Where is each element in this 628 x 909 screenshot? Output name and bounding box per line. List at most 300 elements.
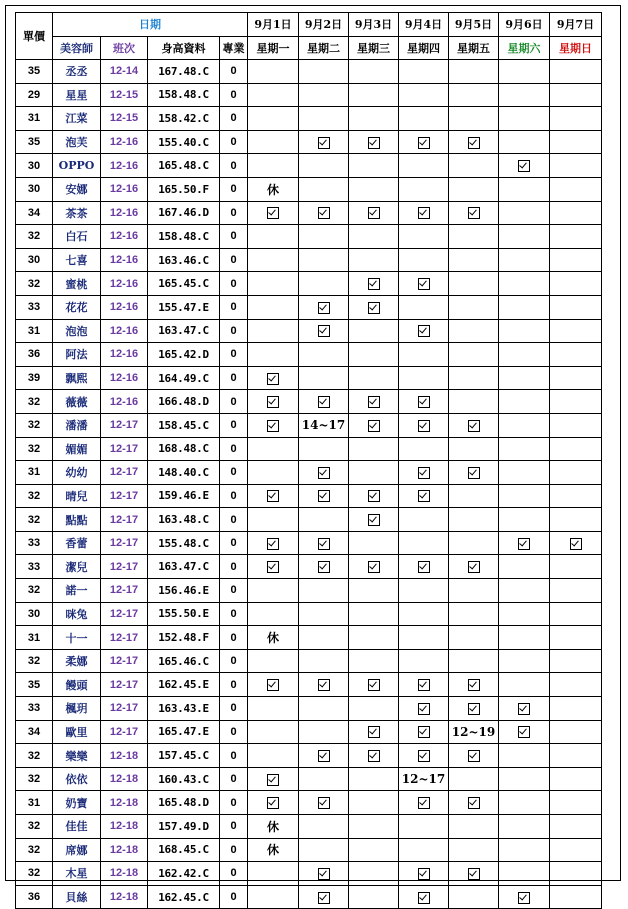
day-cell xyxy=(499,626,550,650)
stylist-name-cell: 潔兒 xyxy=(53,555,101,579)
day-cell xyxy=(499,602,550,626)
day-cell xyxy=(349,248,399,272)
day-cell xyxy=(299,484,349,508)
price-cell: 35 xyxy=(16,130,53,154)
price-cell: 32 xyxy=(16,484,53,508)
price-cell: 34 xyxy=(16,201,53,225)
table-row xyxy=(16,508,602,532)
price-cell: 31 xyxy=(16,791,53,815)
table-row xyxy=(16,579,602,603)
day-cell xyxy=(550,744,602,768)
day-cell xyxy=(399,555,449,579)
price-cell: 33 xyxy=(16,531,53,555)
table-row xyxy=(16,177,602,201)
day-cell xyxy=(299,791,349,815)
day-cell xyxy=(299,815,349,839)
day-cell xyxy=(248,744,299,768)
checkbox-checked-icon xyxy=(318,561,330,573)
price-cell: 29 xyxy=(16,83,53,107)
table-row xyxy=(16,343,602,367)
day-note: 12~19 xyxy=(451,724,496,739)
day-cell xyxy=(449,602,499,626)
specialty-cell: 0 xyxy=(220,815,248,839)
day-cell xyxy=(449,225,499,249)
class-cell: 12-16 xyxy=(101,177,148,201)
class-cell: 12-16 xyxy=(101,319,148,343)
specialty-cell: 0 xyxy=(220,295,248,319)
class-cell: 12-18 xyxy=(101,767,148,791)
height-cell: 165.50.F xyxy=(148,177,220,201)
day-cell xyxy=(248,626,299,650)
day-cell xyxy=(248,343,299,367)
day-cell xyxy=(299,130,349,154)
day-cell xyxy=(248,130,299,154)
day-cell xyxy=(349,744,399,768)
price-cell: 31 xyxy=(16,319,53,343)
day-cell xyxy=(499,697,550,721)
price-cell: 30 xyxy=(16,602,53,626)
day-cell xyxy=(299,366,349,390)
day-cell xyxy=(299,697,349,721)
day-cell xyxy=(550,815,602,839)
checkbox-checked-icon xyxy=(368,750,380,762)
day-cell xyxy=(499,579,550,603)
day-cell xyxy=(399,602,449,626)
day-cell xyxy=(550,555,602,579)
price-cell: 36 xyxy=(16,343,53,367)
day-cell xyxy=(449,791,499,815)
price-cell: 35 xyxy=(16,673,53,697)
table-row xyxy=(16,201,602,225)
stylist-name-cell: 咪兔 xyxy=(53,602,101,626)
day-cell xyxy=(248,862,299,886)
day-cell xyxy=(399,649,449,673)
day-cell xyxy=(299,579,349,603)
checkbox-checked-icon xyxy=(368,207,380,219)
day-cell xyxy=(499,508,550,532)
day-cell xyxy=(299,343,349,367)
checkbox-checked-icon xyxy=(368,278,380,290)
table-row xyxy=(16,60,602,84)
header-weekday: 星期四 xyxy=(399,36,449,60)
height-cell: 162.42.C xyxy=(148,862,220,886)
day-cell xyxy=(349,413,399,437)
day-cell xyxy=(449,201,499,225)
header-weekday-sunday: 星期日 xyxy=(550,36,602,60)
day-cell xyxy=(299,177,349,201)
stylist-name-cell: 佳佳 xyxy=(53,815,101,839)
table-row xyxy=(16,862,602,886)
day-cell xyxy=(499,720,550,744)
day-cell xyxy=(248,107,299,131)
height-cell: 155.40.C xyxy=(148,130,220,154)
price-cell: 35 xyxy=(16,60,53,84)
table-row xyxy=(16,295,602,319)
schedule-body xyxy=(16,60,602,909)
table-row xyxy=(16,649,602,673)
day-cell xyxy=(550,83,602,107)
day-cell xyxy=(349,461,399,485)
height-cell: 165.45.C xyxy=(148,272,220,296)
checkbox-checked-icon xyxy=(418,679,430,691)
table-row xyxy=(16,248,602,272)
day-cell xyxy=(349,295,399,319)
day-cell xyxy=(550,201,602,225)
specialty-cell: 0 xyxy=(220,60,248,84)
day-cell xyxy=(299,413,349,437)
checkbox-checked-icon xyxy=(368,561,380,573)
height-cell: 165.48.D xyxy=(148,791,220,815)
day-cell xyxy=(499,649,550,673)
height-cell: 168.48.C xyxy=(148,437,220,461)
table-row xyxy=(16,744,602,768)
day-cell xyxy=(449,720,499,744)
table-row xyxy=(16,626,602,650)
day-cell xyxy=(248,531,299,555)
table-row xyxy=(16,815,602,839)
day-cell xyxy=(299,626,349,650)
checkbox-checked-icon xyxy=(418,726,430,738)
checkbox-checked-icon xyxy=(267,490,279,502)
day-cell xyxy=(399,862,449,886)
day-cell xyxy=(499,272,550,296)
price-cell: 32 xyxy=(16,272,53,296)
table-row xyxy=(16,602,602,626)
checkbox-checked-icon xyxy=(267,396,279,408)
checkbox-checked-icon xyxy=(418,490,430,502)
stylist-name-cell: 阿法 xyxy=(53,343,101,367)
specialty-cell: 0 xyxy=(220,885,248,909)
day-cell xyxy=(399,60,449,84)
day-cell xyxy=(399,484,449,508)
price-cell: 39 xyxy=(16,366,53,390)
checkbox-checked-icon xyxy=(418,396,430,408)
height-cell: 155.50.E xyxy=(148,602,220,626)
day-cell xyxy=(449,531,499,555)
stylist-name-cell: 十一 xyxy=(53,626,101,650)
day-cell xyxy=(299,508,349,532)
day-cell xyxy=(248,60,299,84)
price-cell: 32 xyxy=(16,437,53,461)
day-cell xyxy=(550,107,602,131)
checkbox-checked-icon xyxy=(518,726,530,738)
day-cell xyxy=(248,579,299,603)
checkbox-checked-icon xyxy=(318,892,330,904)
checkbox-checked-icon xyxy=(418,561,430,573)
day-cell xyxy=(299,248,349,272)
header-day-date: 9月3日 xyxy=(349,13,399,37)
height-cell: 152.48.F xyxy=(148,626,220,650)
day-cell xyxy=(349,319,399,343)
table-row xyxy=(16,885,602,909)
day-cell xyxy=(349,366,399,390)
header-height: 身高資料 xyxy=(148,36,220,60)
specialty-cell: 0 xyxy=(220,83,248,107)
class-cell: 12-18 xyxy=(101,791,148,815)
day-cell xyxy=(399,461,449,485)
day-cell xyxy=(299,107,349,131)
table-row xyxy=(16,390,602,414)
specialty-cell: 0 xyxy=(220,390,248,414)
day-cell xyxy=(499,201,550,225)
checkbox-checked-icon xyxy=(418,278,430,290)
header-day-date: 9月5日 xyxy=(449,13,499,37)
day-cell xyxy=(550,366,602,390)
day-cell xyxy=(499,60,550,84)
day-cell xyxy=(399,531,449,555)
table-row xyxy=(16,319,602,343)
checkbox-checked-icon xyxy=(318,325,330,337)
day-cell xyxy=(399,885,449,909)
day-cell xyxy=(248,602,299,626)
day-cell xyxy=(349,225,399,249)
day-cell xyxy=(349,107,399,131)
day-cell xyxy=(550,579,602,603)
checkbox-checked-icon xyxy=(418,750,430,762)
checkbox-checked-icon xyxy=(318,868,330,880)
day-cell xyxy=(499,413,550,437)
checkbox-checked-icon xyxy=(368,679,380,691)
day-cell xyxy=(248,366,299,390)
day-cell xyxy=(449,366,499,390)
day-cell xyxy=(349,720,399,744)
day-cell xyxy=(399,177,449,201)
class-cell: 12-16 xyxy=(101,130,148,154)
day-cell xyxy=(349,838,399,862)
price-cell: 31 xyxy=(16,626,53,650)
table-row xyxy=(16,461,602,485)
class-cell: 12-17 xyxy=(101,697,148,721)
day-cell xyxy=(299,555,349,579)
header-weekday: 星期二 xyxy=(299,36,349,60)
day-cell xyxy=(349,602,399,626)
table-row xyxy=(16,838,602,862)
day-cell xyxy=(449,413,499,437)
header-day-date: 9月1日 xyxy=(248,13,299,37)
day-cell xyxy=(248,177,299,201)
checkbox-checked-icon xyxy=(418,892,430,904)
day-cell xyxy=(248,649,299,673)
day-cell xyxy=(499,815,550,839)
day-cell xyxy=(499,366,550,390)
day-cell xyxy=(499,673,550,697)
header-row-bottom xyxy=(16,36,602,60)
height-cell: 167.46.D xyxy=(148,201,220,225)
header-day-date: 9月4日 xyxy=(399,13,449,37)
day-cell xyxy=(248,83,299,107)
day-cell xyxy=(349,390,399,414)
checkbox-checked-icon xyxy=(318,797,330,809)
checkbox-checked-icon xyxy=(418,420,430,432)
table-row xyxy=(16,791,602,815)
price-cell: 32 xyxy=(16,649,53,673)
class-cell: 12-16 xyxy=(101,225,148,249)
header-weekday: 星期五 xyxy=(449,36,499,60)
checkbox-checked-icon xyxy=(318,137,330,149)
stylist-name-cell: OPPO xyxy=(53,154,101,178)
height-cell: 155.48.C xyxy=(148,531,220,555)
class-cell: 12-18 xyxy=(101,885,148,909)
day-cell xyxy=(248,390,299,414)
price-cell: 33 xyxy=(16,555,53,579)
day-cell xyxy=(299,885,349,909)
stylist-name-cell: 媚媚 xyxy=(53,437,101,461)
day-cell xyxy=(550,720,602,744)
checkbox-checked-icon xyxy=(318,302,330,314)
day-cell xyxy=(449,579,499,603)
class-cell: 12-17 xyxy=(101,484,148,508)
day-cell xyxy=(299,225,349,249)
day-cell xyxy=(449,343,499,367)
day-cell xyxy=(449,390,499,414)
height-cell: 158.48.C xyxy=(148,83,220,107)
day-cell xyxy=(399,744,449,768)
day-cell xyxy=(399,130,449,154)
day-cell xyxy=(299,767,349,791)
checkbox-checked-icon xyxy=(368,514,380,526)
day-cell xyxy=(449,272,499,296)
specialty-cell: 0 xyxy=(220,697,248,721)
stylist-name-cell: 星星 xyxy=(53,83,101,107)
table-row xyxy=(16,484,602,508)
checkbox-checked-icon xyxy=(518,703,530,715)
checkbox-checked-icon xyxy=(468,703,480,715)
height-cell: 164.49.C xyxy=(148,366,220,390)
class-cell: 12-16 xyxy=(101,272,148,296)
price-cell: 34 xyxy=(16,720,53,744)
day-cell xyxy=(499,390,550,414)
checkbox-checked-icon xyxy=(468,868,480,880)
class-cell: 12-18 xyxy=(101,744,148,768)
header-weekday: 星期一 xyxy=(248,36,299,60)
specialty-cell: 0 xyxy=(220,579,248,603)
checkbox-checked-icon xyxy=(468,420,480,432)
specialty-cell: 0 xyxy=(220,767,248,791)
day-cell xyxy=(248,201,299,225)
class-cell: 12-17 xyxy=(101,437,148,461)
checkbox-checked-icon xyxy=(368,490,380,502)
day-cell xyxy=(499,107,550,131)
day-cell xyxy=(349,579,399,603)
class-cell: 12-17 xyxy=(101,626,148,650)
day-cell xyxy=(449,508,499,532)
day-note: 12~17 xyxy=(401,772,446,787)
day-cell xyxy=(299,531,349,555)
checkbox-checked-icon xyxy=(468,207,480,219)
day-cell xyxy=(349,177,399,201)
day-cell xyxy=(349,154,399,178)
day-cell xyxy=(550,885,602,909)
day-cell xyxy=(349,649,399,673)
day-cell xyxy=(449,649,499,673)
price-cell: 31 xyxy=(16,107,53,131)
stylist-name-cell: 薇薇 xyxy=(53,390,101,414)
price-cell: 32 xyxy=(16,838,53,862)
day-cell xyxy=(449,319,499,343)
price-cell: 32 xyxy=(16,225,53,249)
day-cell xyxy=(399,579,449,603)
checkbox-checked-icon xyxy=(468,750,480,762)
table-row xyxy=(16,413,602,437)
day-cell xyxy=(399,815,449,839)
day-cell xyxy=(299,673,349,697)
checkbox-checked-icon xyxy=(318,538,330,550)
checkbox-checked-icon xyxy=(368,396,380,408)
class-cell: 12-17 xyxy=(101,531,148,555)
specialty-cell: 0 xyxy=(220,225,248,249)
day-cell xyxy=(299,602,349,626)
checkbox-checked-icon xyxy=(518,538,530,550)
day-cell xyxy=(499,838,550,862)
specialty-cell: 0 xyxy=(220,602,248,626)
day-cell xyxy=(299,272,349,296)
price-cell: 30 xyxy=(16,154,53,178)
class-cell: 12-17 xyxy=(101,579,148,603)
day-cell xyxy=(399,319,449,343)
day-cell xyxy=(299,649,349,673)
price-cell: 32 xyxy=(16,767,53,791)
day-cell xyxy=(248,767,299,791)
day-cell xyxy=(499,885,550,909)
height-cell: 156.46.E xyxy=(148,579,220,603)
day-cell xyxy=(449,437,499,461)
day-cell xyxy=(299,862,349,886)
day-cell xyxy=(550,531,602,555)
specialty-cell: 0 xyxy=(220,649,248,673)
day-cell xyxy=(550,295,602,319)
day-cell xyxy=(349,791,399,815)
day-cell xyxy=(550,838,602,862)
height-cell: 163.47.C xyxy=(148,319,220,343)
height-cell: 165.47.E xyxy=(148,720,220,744)
day-cell xyxy=(349,531,399,555)
stylist-name-cell: 依依 xyxy=(53,767,101,791)
day-cell xyxy=(399,673,449,697)
day-cell xyxy=(499,791,550,815)
class-cell: 12-16 xyxy=(101,390,148,414)
stylist-name-cell: 白石 xyxy=(53,225,101,249)
checkbox-checked-icon xyxy=(468,137,480,149)
table-row xyxy=(16,272,602,296)
day-cell xyxy=(248,272,299,296)
day-cell xyxy=(449,484,499,508)
day-cell xyxy=(550,602,602,626)
day-cell xyxy=(349,555,399,579)
day-cell xyxy=(349,767,399,791)
day-cell xyxy=(399,508,449,532)
day-cell xyxy=(499,437,550,461)
day-cell xyxy=(449,744,499,768)
stylist-name-cell: 木星 xyxy=(53,862,101,886)
class-cell: 12-18 xyxy=(101,815,148,839)
stylist-name-cell: 歐里 xyxy=(53,720,101,744)
checkbox-checked-icon xyxy=(570,538,582,550)
table-row xyxy=(16,366,602,390)
stylist-name-cell: 飘熙 xyxy=(53,366,101,390)
class-cell: 12-17 xyxy=(101,508,148,532)
header-weekday: 星期三 xyxy=(349,36,399,60)
stylist-name-cell: 泡泡 xyxy=(53,319,101,343)
day-cell xyxy=(550,649,602,673)
day-cell xyxy=(449,177,499,201)
price-cell: 33 xyxy=(16,295,53,319)
day-cell xyxy=(299,319,349,343)
day-cell xyxy=(499,130,550,154)
specialty-cell: 0 xyxy=(220,862,248,886)
day-cell xyxy=(550,154,602,178)
day-cell xyxy=(248,225,299,249)
checkbox-checked-icon xyxy=(418,467,430,479)
